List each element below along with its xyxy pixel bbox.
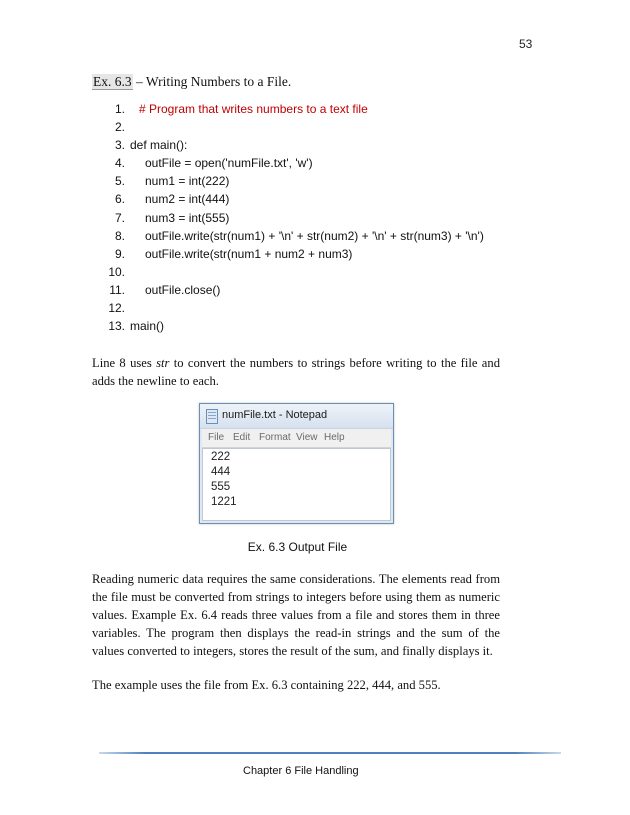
notepad-menubar	[202, 429, 391, 448]
line-number: 10.	[108, 264, 125, 279]
code-line	[100, 245, 520, 263]
line-number: 8.	[114, 228, 125, 243]
notepad-text-area	[202, 448, 391, 521]
code-text: outFile.write(str(num1) + '\n' + str(num2) + '\n' + str(num3) + '\n')	[145, 228, 484, 243]
notepad-line: 444	[211, 466, 231, 478]
code-line	[100, 281, 520, 299]
code-text: num1 = int(222)	[145, 174, 230, 189]
line-number: 13.	[108, 319, 125, 334]
paragraph-text: to convert the numbers to strings before writing to the file and adds the newline to each.	[92, 356, 500, 388]
menu-format: Format	[259, 432, 291, 443]
example-heading	[92, 74, 291, 90]
footer-divider	[99, 752, 561, 754]
line-number: 2.	[114, 120, 125, 135]
code-text: def main():	[130, 138, 188, 153]
example-title: – Writing Numbers to a File.	[132, 74, 292, 89]
menu-edit: Edit	[233, 432, 251, 443]
line-number: 11.	[109, 282, 125, 297]
paragraph-example-file: The example uses the file from Ex. 6.3 containing 222, 444, and 555.	[92, 678, 441, 692]
code-line	[100, 154, 520, 172]
code-line	[100, 299, 520, 317]
code-line	[100, 172, 520, 190]
paragraph-reading-numeric: Reading numeric data requires the same considerations. The elements read from the file must be converted from strings to integers before using them as numeric values. Example Ex. 6.4 reads three values from a file and stores them in three variables. The program then displays the read-in strings and the sum of the values converted to integers, stores the result of the sum, and finally displays it.	[92, 572, 500, 658]
notepad-window-screenshot	[199, 403, 394, 524]
code-line	[100, 118, 520, 136]
example-reference: Ex. 6.3	[93, 74, 132, 89]
code-line	[100, 136, 520, 154]
paragraph-str-explanation	[92, 354, 500, 390]
line-number: 6.	[114, 192, 125, 207]
code-line	[100, 190, 520, 208]
notepad-line: 1221	[211, 496, 237, 508]
code-text: outFile = open('numFile.txt', 'w')	[145, 156, 313, 171]
page-number: 53	[519, 37, 533, 51]
code-text: outFile.close()	[145, 282, 221, 297]
line-number: 1.	[114, 102, 125, 116]
code-line	[100, 317, 520, 335]
menu-file: File	[208, 432, 225, 443]
line-number: 12.	[108, 301, 125, 316]
code-text: num2 = int(444)	[145, 192, 230, 207]
footer-chapter-title: Chapter 6 File Handling	[243, 765, 359, 777]
code-line	[100, 100, 520, 118]
line-number: 3.	[114, 138, 125, 153]
notepad-line: 555	[211, 481, 231, 493]
code-comment: # Program that writes numbers to a text file	[139, 102, 368, 116]
code-text: num3 = int(555)	[145, 210, 230, 225]
line-number: 5.	[114, 174, 125, 189]
code-line	[100, 209, 520, 227]
line-number: 7.	[114, 210, 125, 225]
figure-caption: Ex. 6.3 Output File	[247, 540, 348, 554]
line-number: 4.	[114, 156, 125, 171]
code-line	[100, 227, 520, 245]
notepad-title: numFile.txt - Notepad	[222, 409, 328, 421]
line-number: 9.	[114, 246, 125, 261]
code-line	[100, 263, 520, 281]
menu-help: Help	[324, 432, 345, 443]
notepad-line: 222	[211, 451, 231, 463]
paragraph-text: Line 8 uses	[92, 356, 157, 370]
notepad-icon	[206, 409, 218, 424]
code-text: main()	[130, 319, 165, 334]
code-listing	[100, 100, 520, 335]
menu-view: View	[296, 432, 318, 443]
emphasis-str: str	[156, 356, 170, 370]
notepad-titlebar	[200, 404, 393, 429]
code-text: outFile.write(str(num1 + num2 + num3)	[145, 246, 353, 261]
